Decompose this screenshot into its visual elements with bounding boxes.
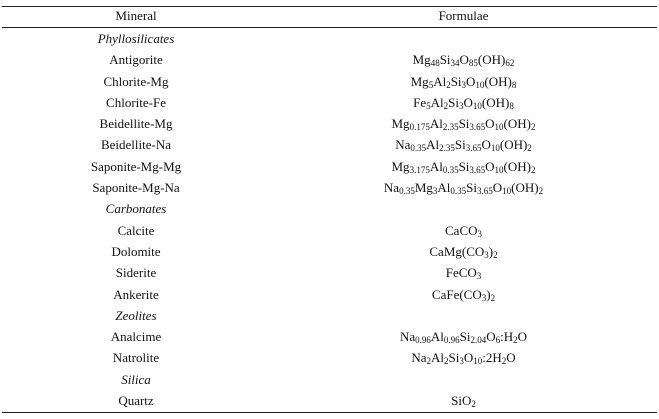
mineral-formula <box>270 113 657 134</box>
formula-subscript: 8 <box>511 79 517 90</box>
formula-text: Mg <box>414 180 433 196</box>
formula-text: Na <box>395 137 411 153</box>
formula-text: Si <box>466 180 477 196</box>
mineral-name: Quartz <box>118 393 154 409</box>
category-label: Silica <box>121 371 151 387</box>
column-header-formulae: Formulae <box>438 8 489 23</box>
formula-text: O <box>492 180 503 196</box>
formula-subscript: 2.04 <box>470 335 487 346</box>
formula-text: (OH) <box>481 94 510 110</box>
category-row <box>2 305 657 326</box>
table-bottom-rule <box>2 412 657 413</box>
formula-subscript: 2 <box>446 79 451 90</box>
formula-text: Si <box>458 116 470 132</box>
formula-subscript: 3.65 <box>469 164 486 175</box>
mineral-name: Chlorite-Fe <box>106 94 166 110</box>
table-row <box>2 113 657 134</box>
formula-text: Si <box>448 350 460 366</box>
formula-text: Si <box>458 158 470 174</box>
mineral-name: Beidellite-Mg <box>99 116 173 132</box>
formula-text: Si <box>439 52 451 68</box>
formula-subscript: 0.35 <box>450 186 467 197</box>
formula-text: O <box>506 350 516 366</box>
formula-text: CaMg(CO <box>429 243 485 259</box>
table-row <box>2 262 657 283</box>
table-body <box>2 28 657 411</box>
formula-text: Al <box>430 329 444 345</box>
formula-subscript: 3 <box>476 271 482 282</box>
mineral-formula <box>270 390 657 411</box>
mineral-formula <box>270 347 657 368</box>
formula-text: Si <box>450 73 462 89</box>
formula-subscript: 0.175 <box>409 122 430 133</box>
mineral-formula <box>270 156 657 177</box>
formula-subscript: 3.175 <box>409 164 430 175</box>
formula-subscript: 5 <box>428 79 434 90</box>
mineral-formula <box>270 134 657 155</box>
mineral-name: Saponite-Mg-Mg <box>90 158 182 174</box>
formula-text: O <box>517 329 528 345</box>
formula-text: O <box>485 116 495 132</box>
formula-text: SiO <box>451 393 472 409</box>
formula-subscript: 10 <box>473 356 483 367</box>
formula-text: Al <box>437 180 451 196</box>
formula-subscript: 3 <box>432 186 438 197</box>
formula-subscript: 3 <box>477 228 482 239</box>
formula-text: Na <box>399 329 416 345</box>
formula-subscript: 0.96 <box>443 335 460 346</box>
formula-subscript: 34 <box>450 58 460 69</box>
table-row <box>2 49 657 70</box>
mineral-name: Antigorite <box>109 52 163 68</box>
formula-subscript: 8 <box>509 100 514 111</box>
table-row <box>2 71 657 92</box>
category-row <box>2 28 657 49</box>
table-row <box>2 347 657 368</box>
formula-text: Al <box>430 94 444 110</box>
formula-text: Na <box>383 180 400 196</box>
formula-subscript: 2 <box>527 143 532 154</box>
category-label: Phyllosilicates <box>97 31 175 46</box>
table-row <box>2 177 657 198</box>
formula-text: (OH) <box>511 180 539 196</box>
category-row <box>2 369 657 390</box>
mineral-name: Ankerite <box>113 286 159 302</box>
formula-text: (OH) <box>503 158 531 174</box>
table-row <box>2 156 657 177</box>
formula-subscript: 0.35 <box>399 186 415 197</box>
formula-subscript: 3.65 <box>469 122 486 133</box>
category-row <box>2 198 657 219</box>
formula-subscript: 2 <box>426 356 432 367</box>
formula-text: O <box>486 329 496 345</box>
table-row <box>2 326 657 347</box>
formula-text: Si <box>448 94 459 110</box>
formula-text: (OH) <box>477 52 506 68</box>
formula-subscript: 2 <box>443 100 449 111</box>
formula-subscript: 10 <box>502 186 512 197</box>
mineral-formula <box>270 177 657 198</box>
formula-subscript: 0.35 <box>442 164 459 175</box>
formula-subscript: 10 <box>475 79 485 90</box>
formula-subscript: 48 <box>430 58 440 69</box>
mineral-formula <box>270 92 657 113</box>
formula-subscript: 3 <box>459 100 464 111</box>
category-label: Zeolites <box>115 307 157 323</box>
table-row <box>2 390 657 411</box>
formula-text: Mg <box>410 73 429 89</box>
formula-text: (OH) <box>499 137 528 153</box>
table-row <box>2 220 657 241</box>
formula-text: Mg <box>412 52 431 68</box>
table-row <box>2 134 657 155</box>
formula-text: Si <box>454 137 466 153</box>
formula-subscript: 3.65 <box>477 186 493 197</box>
formula-text: FeCO <box>445 265 477 281</box>
formula-text: O <box>463 94 473 110</box>
mineral-formula <box>270 220 657 241</box>
formula-subscript: 2 <box>471 399 476 410</box>
formula-subscript: 10 <box>490 143 500 154</box>
formula-text: Al <box>429 158 443 174</box>
formula-subscript: 10 <box>472 100 482 111</box>
formula-text: Al <box>429 116 443 132</box>
formula-text: Fe <box>413 94 427 110</box>
formula-subscript: 2 <box>501 356 507 367</box>
formula-subscript: 2 <box>530 164 536 175</box>
formula-subscript: 3.65 <box>465 143 482 154</box>
table-header-row <box>2 6 657 28</box>
formula-subscript: 2 <box>513 335 518 346</box>
formula-subscript: 3 <box>459 356 464 367</box>
table-row <box>2 92 657 113</box>
formula-subscript: 85 <box>468 58 478 69</box>
formula-text: Al <box>431 350 445 366</box>
formula-text: :2H <box>482 350 502 366</box>
formula-text: Si <box>459 329 471 345</box>
formula-subscript: 2 <box>444 356 449 367</box>
mineral-name: Calcite <box>117 222 155 238</box>
formula-subscript: 2.35 <box>439 143 455 154</box>
column-header-mineral: Mineral <box>115 8 157 23</box>
mineral-formula <box>270 262 657 283</box>
formula-text: Mg <box>391 116 410 132</box>
mineral-formula <box>270 326 657 347</box>
formula-text: CaCO <box>445 222 478 238</box>
formula-subscript: 3 <box>484 249 489 260</box>
formula-text: ) <box>486 286 491 302</box>
formula-text: O <box>485 158 495 174</box>
formula-text: O <box>463 350 474 366</box>
formula-text: Al <box>433 73 447 89</box>
formula-text: O <box>466 73 476 89</box>
category-label: Carbonates <box>105 201 167 217</box>
formula-subscript: 6 <box>495 335 501 346</box>
formula-subscript: 5 <box>426 100 431 111</box>
formula-subscript: 2.35 <box>442 122 459 133</box>
formula-text: ) <box>488 243 494 259</box>
mineral-formula <box>270 71 657 92</box>
mineral-name: Beidellite-Na <box>100 137 172 153</box>
formula-text: Al <box>426 137 440 153</box>
formula-text: (OH) <box>503 116 531 132</box>
table-row <box>2 241 657 262</box>
formula-subscript: 62 <box>505 58 515 69</box>
formula-subscript: 10 <box>494 122 504 133</box>
formula-text: CaFe(CO <box>431 286 482 302</box>
formula-subscript: 10 <box>494 164 504 175</box>
formula-subscript: 2 <box>530 122 536 133</box>
mineral-name: Dolomite <box>111 243 161 259</box>
formula-subscript: 3 <box>461 79 467 90</box>
mineral-name: Saponite-Mg-Na <box>92 180 180 196</box>
mineral-name: Siderite <box>115 265 157 281</box>
mineral-formula <box>270 284 657 305</box>
formula-text: (OH) <box>484 73 512 89</box>
formula-subscript: 2 <box>538 186 544 197</box>
formula-subscript: 0.35 <box>410 143 427 154</box>
formula-subscript: 2 <box>490 292 496 303</box>
formula-text: Na <box>411 350 427 366</box>
mineral-formula <box>270 49 657 70</box>
table-row <box>2 284 657 305</box>
formula-subscript: 0.96 <box>415 335 431 346</box>
formula-text: Mg <box>391 158 410 174</box>
formula-subscript: 2 <box>493 249 498 260</box>
formula-text: O <box>459 52 469 68</box>
minerals-table <box>2 6 657 411</box>
mineral-name: Natrolite <box>112 350 160 366</box>
formula-text: O <box>481 137 491 153</box>
formula-subscript: 3 <box>481 292 487 303</box>
mineral-name: Chlorite-Mg <box>103 73 169 89</box>
mineral-formula <box>270 241 657 262</box>
mineral-name: Analcime <box>110 329 162 345</box>
formula-text: :H <box>500 329 514 345</box>
